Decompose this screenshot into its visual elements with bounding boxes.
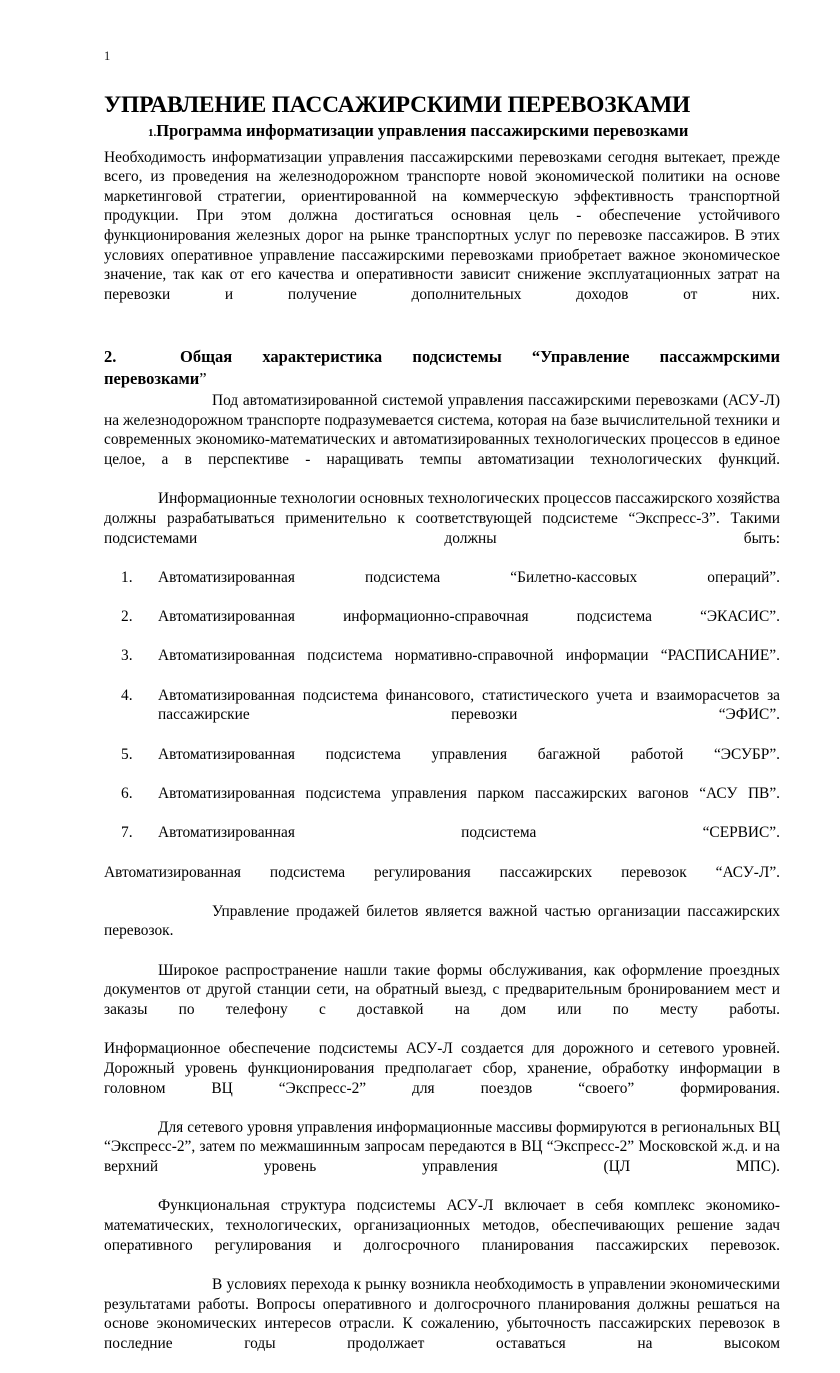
list-item (104, 607, 780, 646)
section-heading-1 (104, 120, 780, 141)
paragraph-network-level: Для сетевого уровня управления информационные массивы формируются в региональных ВЦ “Экспресс-2”, затем по межмашинным запросам передаются в ВЦ “Экспресс-2” Московской ж.д. и на верхний уровень управления (ЦЛ МПС). (104, 1118, 780, 1176)
paragraph-info-support: Информационное обеспечение подсистемы АСУ-Л создается для дорожного и сетевого уровней. Дорожный уровень функционирования предполагает сбор, хранение, обработку информации в головном ВЦ “Экспресс-2” для поездов “своего” формирования. (104, 1040, 780, 1097)
section-heading-2 (104, 346, 780, 389)
list-item-text: Автоматизированная информационно-справочная подсистема “ЭКАСИС”. (158, 608, 780, 626)
paragraph-asul-regulation: Автоматизированная подсистема регулирования пассажирских перевозок “АСУ-Л”. (104, 863, 780, 881)
paragraph-asul-definition: Под автоматизированной системой управления пассажирскими перевозками (АСУ-Л) на железнодорожном транспорте подразумевается система, которая на базе вычислительной техники и современных экономико-математических и автоматизированных технологических процессов в единое целое, а в перспективе - наращивать темпы автоматизации технологических функций. (104, 392, 780, 469)
list-item (104, 646, 780, 685)
list-item (104, 745, 780, 784)
list-item-marker: 3. (121, 647, 133, 665)
paragraph-service-forms: Широкое распространение нашли такие формы обслуживания, как оформление проездных документов от другой станции сети, на обратный выезд, с предварительным бронированием мест и заказы по телефону с доставкой на дом или по месту работы. (104, 961, 780, 1018)
list-item (104, 784, 780, 823)
page-number: 1 (104, 49, 111, 63)
paragraph-functional-structure: Функциональная структура подсистемы АСУ-Л включает в себя комплекс экономико-математических, технологических, организационных методов, обеспечивающих решение задач оперативного регулирования и долгосрочного планирования пассажирских перевозок. (104, 1197, 780, 1254)
document-title: УПРАВЛЕНИЕ ПАССАЖИРСКИМИ ПЕРЕВОЗКАМИ (104, 91, 691, 118)
section-1-label: Программа информатизации управления пассажирскими перевозками (156, 121, 689, 141)
list-item-text: Автоматизированная подсистема финансового, статистического учета и взаиморасчетов за пассажирские перевозки “ЭФИС”. (158, 686, 780, 724)
list-item (104, 686, 780, 745)
paragraph-ticket-sales: Управление продажей билетов является важной частью организации пассажирских перевозок. (104, 902, 780, 940)
section-2-number: 2. (104, 347, 117, 367)
list-item-marker: 1. (121, 568, 133, 586)
list-item-text: Автоматизированная подсистема управления парком пассажирских вагонов “АСУ ПВ”. (158, 784, 780, 802)
list-item-marker: 6. (121, 784, 133, 802)
list-item-text: Автоматизированная подсистема “СЕРВИС”. (158, 824, 780, 842)
list-item-marker: 7. (121, 824, 133, 842)
section-2-close-quote: ” (199, 368, 207, 388)
list-item-text: Автоматизированная подсистема нормативно-справочной информации “РАСПИСАНИЕ”. (158, 647, 780, 665)
list-item-marker: 4. (121, 686, 133, 704)
list-item-text: Автоматизированная подсистема “Билетно-кассовых операций”. (158, 568, 780, 586)
section-2-label: Общая характеристика подсистемы “Управление пассажмрскими перевозками (104, 347, 780, 388)
section-1-number: 1. (148, 127, 157, 140)
list-item (104, 823, 780, 862)
paragraph-market-transition: В условиях перехода к рынку возникла необходимость в управлении экономическими результатами работы. Вопросы оперативного и долгосрочного планирования должны решаться на основе экономических интересов отрасли. К сожалению, убыточность пассажирских перевозок в последние годы продолжает оставаться на высоком (104, 1275, 780, 1352)
paragraph-info-technologies: Информационные технологии основных технологических процессов пассажирского хозяйства должны разрабатываться применительно к соответствующей подсистеме “Экспресс-3”. Такими подсистемами должны быть: (104, 490, 780, 547)
page-content-area (104, 50, 780, 1373)
subsystem-list (104, 568, 780, 863)
list-item-marker: 2. (121, 608, 133, 626)
paragraph-intro: Необходимость информатизации управления пассажирскими перевозками сегодня вытекает, прежде всего, из проведения на железнодорожном транспорте новой экономической политики на основе маркетинговой стратегии, ориентированной на коммерческую эффективность транспортной продукции. При этом должна достигаться основная цель - обеспечение устойчивого функционирования железных дорог на рынке транспортных услуг по перевозке пассажиров. В этих условиях оперативное управление пассажирскими перевозками приобретает важное экономическое значение, так как от его качества и оперативности зависит снижение эксплуатационных затрат на перевозки и получение дополнительных доходов от них. (104, 148, 780, 303)
list-item (104, 568, 780, 607)
list-item-text: Автоматизированная подсистема управления багажной работой “ЭСУБР”. (158, 745, 780, 763)
list-item-marker: 5. (121, 745, 133, 763)
